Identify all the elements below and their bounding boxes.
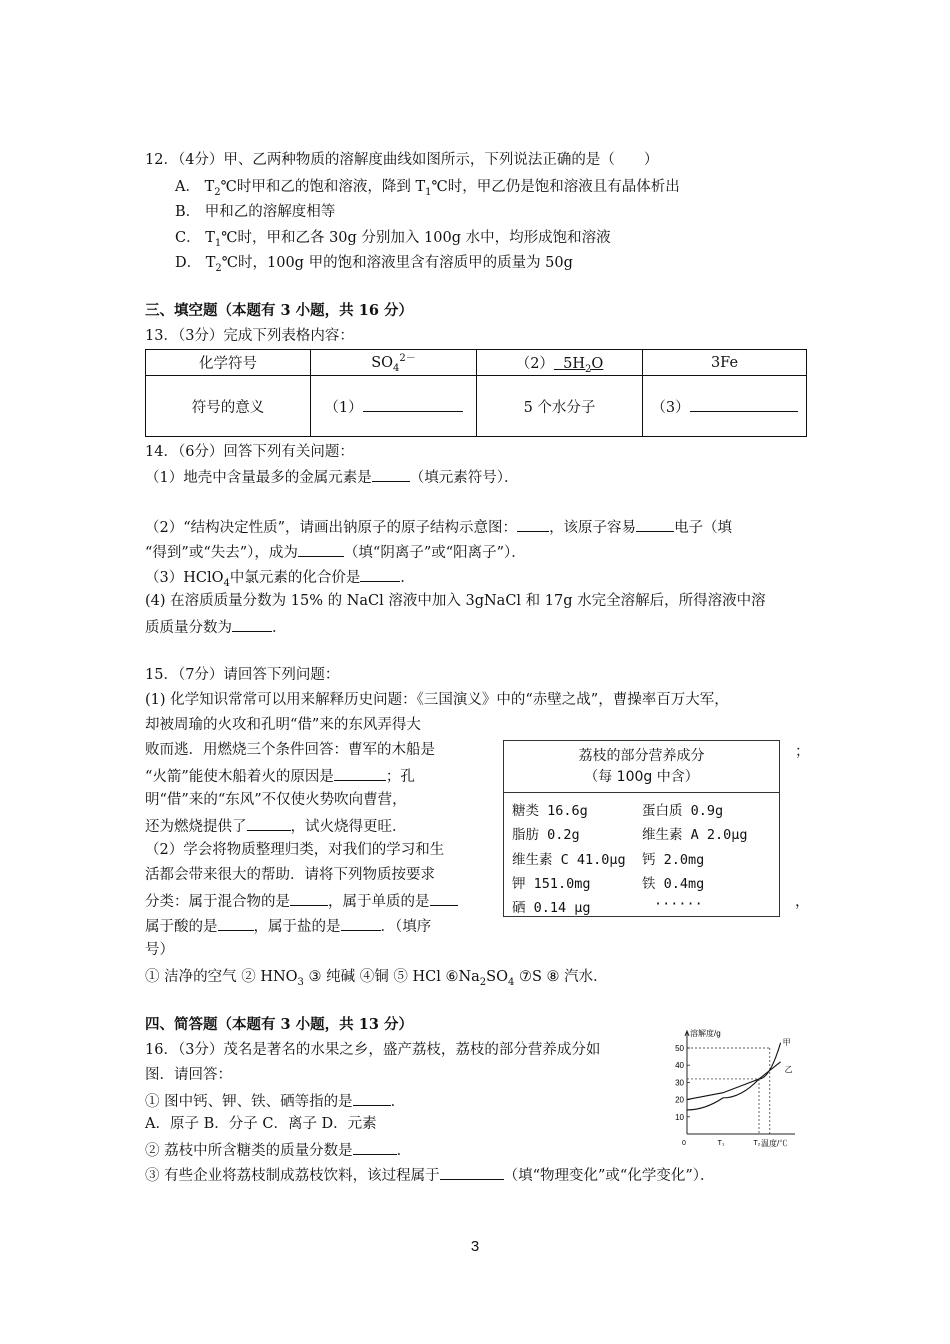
y-tick-label: 20 [675, 1095, 684, 1105]
q15-stem: 15．（7分）请回答下列问题： [145, 667, 340, 683]
nutrition-item: 钾 151.0mg [512, 876, 591, 892]
q15-comma: ， [795, 894, 810, 910]
table-cell-so4: $SO_4^{2-}$ [311, 350, 477, 376]
q12-option-d: D． $T_2℃$时，100g 甲的饱和溶液里含有溶质甲的质量为 50g [175, 255, 573, 274]
q16-line-1: 16．（3分）茂名是著名的水果之乡，盛产荔枝，荔枝的部分营养成分如 [145, 1042, 601, 1058]
q15-line-2: 却被周瑜的火攻和孔明“借”来的东风弄得大 [145, 717, 421, 733]
q15-line-10: 属于酸的是 ，属于盐的是 ．（填序 [145, 915, 431, 937]
q15-substances: ① 洁净的空气 ② $HNO_3$ ③ 纯碱 ④铜 ⑤ HCl $⑥Na_2SO_4$ ⑦S ⑧ 汽水． [145, 969, 608, 988]
section-3-heading: 三、填空题（本题有 3 小题，共 16 分） [145, 302, 413, 319]
q16-line-6: ③ 有些企业将荔枝制成荔枝饮料，该过程属于 （填“物理变化”或“化学变化”）． [145, 1164, 715, 1186]
nutrition-item: 钙 2.0mg [642, 852, 705, 868]
q16-line-2: 图．请回答： [145, 1067, 232, 1083]
section-4-heading: 四、简答题（本题有 3 小题，共 13 分） [145, 1016, 413, 1033]
q15-line-6: 还为燃烧提供了 ，试火烧得更旺． [145, 815, 407, 837]
nutrition-item: 维生素 A 2.0μg [642, 827, 748, 843]
q15-line-7: （2）学会将物质整理归类，对我们的学习和生 [145, 842, 445, 858]
table-cell-3fe: 3Fe [643, 350, 807, 376]
q14-stem: 14．（6分）回答下列有关问题： [145, 444, 354, 460]
x-axis-label: 温度/℃ [761, 1139, 788, 1148]
q12-option-c: C． $T_1℃$时，甲和乙各 30g 分别加入 100g 水中，均形成饱和溶液 [175, 230, 611, 249]
table-header-symbol: 化学符号 [146, 350, 311, 376]
table-blank-3: （3） [643, 376, 807, 437]
q15-line-4: “火箭”能使木船着火的原因是 ；孔 [145, 765, 415, 787]
q15-line-9: 分类：属于混合物的是 ，属于单质的是 [145, 890, 458, 912]
nutrition-item: 铁 0.4mg [642, 876, 705, 892]
q13-stem: 13．（3分）完成下列表格内容： [145, 328, 354, 344]
nutrition-subtitle: （每 100g 中含） [584, 769, 699, 785]
nutrition-item: ······ [654, 896, 703, 912]
q15-line-5: 明“借”来的“东风”不仅使火势吹向曹营， [145, 792, 407, 808]
lychee-nutrition-table [503, 740, 780, 917]
page-number: 3 [470, 1238, 480, 1255]
table-cell-5-water: 5 个水分子 [477, 376, 643, 437]
x-tick-label: T₁ [717, 1140, 725, 1147]
q16-line-3: ① 图中钙、钾、铁、硒等指的是 ． [145, 1090, 405, 1112]
series-label: 乙 [784, 1064, 793, 1074]
nutrition-item: 硒 0.14 μg [512, 900, 591, 916]
nutrition-item: 蛋白质 0.9g [642, 803, 724, 819]
series-line [687, 1043, 781, 1110]
q14-part-2-line-1: （2）“结构决定性质”，请画出钠原子的原子结构示意图： ，该原子容易 电子（填 [145, 516, 732, 538]
table-blank-1: （1） [311, 376, 477, 437]
y-axis-label: 溶解度/g [690, 1029, 721, 1038]
q14-part-2-line-2: “得到”或“失去”），成为 （填“阴离子”或“阳离子”）． [145, 541, 526, 563]
nutrition-item: 维生素 C 41.0μg [512, 852, 626, 868]
y-tick-label: 50 [675, 1044, 684, 1053]
table-row-label-meaning: 符号的意义 [146, 376, 311, 437]
y-tick-label: 40 [675, 1061, 684, 1071]
x-tick-label: T₂ [753, 1140, 761, 1147]
q16-options: A．原子 B．分子 C．离子 D．元素 [145, 1116, 377, 1132]
q14-part-3: （3）HClO$_4$中氯元素的化合价是 ． [145, 566, 415, 588]
series-line [687, 1062, 781, 1100]
q15-semicolon: ； [795, 744, 810, 760]
table-cell-5h2o: （2） $5H_2O$ [477, 350, 643, 376]
series-label: 甲 [782, 1037, 791, 1047]
nutrition-title: 荔枝的部分营养成分 [578, 748, 705, 764]
solubility-curve-chart [665, 1022, 805, 1154]
q15-line-3: 败而逃．用燃烧三个条件回答：曹军的木船是 [145, 742, 435, 758]
nutrition-item: 糖类 16.6g [512, 803, 588, 819]
q13-table [145, 349, 807, 437]
q15-line-8: 活都会带来很大的帮助．请将下列物质按要求 [145, 867, 435, 883]
nutrition-item: 脂肪 0.2g [512, 827, 580, 843]
y-tick-label: 10 [675, 1112, 684, 1122]
q14-part-4-line-2: 质质量分数为 ． [145, 616, 287, 638]
q14-part-4-line-1: (4) 在溶质质量分数为 15% 的 NaCl 溶液中加入 3gNaCl 和 17g 水完全溶解后，所得溶液中溶 [145, 593, 766, 609]
q12-stem: 12．（4分）甲、乙两种物质的溶解度曲线如图所示，下列说法正确的是（ ） [145, 152, 659, 168]
q12-option-b: B． 甲和乙的溶解度相等 [175, 204, 336, 220]
q15-line-1: (1) 化学知识常常可以用来解释历史问题：《三国演义》中的“赤壁之战”，曹操率百万大军， [145, 692, 729, 708]
q16-line-5: ② 荔枝中所含糖类的质量分数是 ． [145, 1139, 411, 1161]
y-tick-label: 30 [675, 1078, 684, 1088]
q14-part-1: （1）地壳中含量最多的金属元素是 （填元素符号）． [145, 466, 518, 488]
q15-line-11: 号） [145, 942, 174, 958]
x-tick-label: 0 [682, 1140, 686, 1147]
q12-option-a: A． $T_2℃$时甲和乙的饱和溶液，降到 $T_1℃$时，甲乙仍是饱和溶液且有晶体析出 [175, 179, 680, 198]
